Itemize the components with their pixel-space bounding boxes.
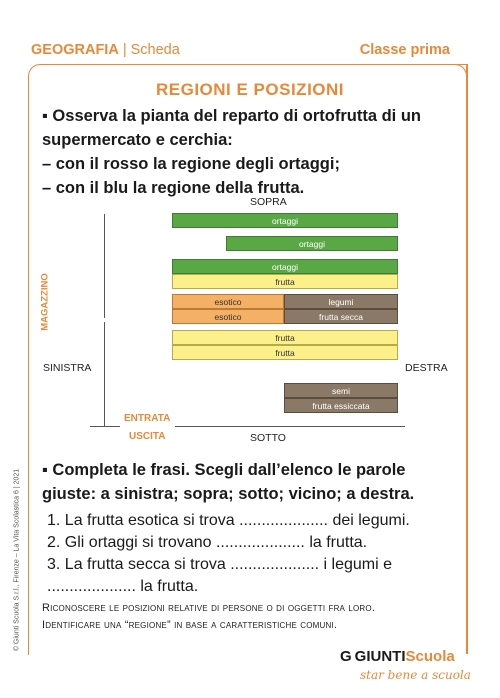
exercise-list: [47, 510, 457, 598]
instruction-line: supermercato e cerchia:: [42, 131, 233, 149]
question: [42, 458, 452, 506]
instruction-line: ▪ Osserva la pianta del reparto di ortofrutta di un: [42, 107, 422, 125]
map-right-label: DESTRA: [405, 362, 448, 374]
shelf-frutta-secca: frutta secca: [284, 309, 398, 324]
shelf-legumi: legumi: [284, 294, 398, 309]
instruction-line: – con il rosso la regione degli ortaggi;: [42, 155, 340, 173]
exercise-item: 1. La frutta esotica si trova .................... dei legumi.: [47, 512, 410, 529]
map-bottom-label: SOTTO: [250, 432, 286, 444]
shelf-esotico: esotico: [172, 309, 284, 324]
shelf-esotico: esotico: [172, 294, 284, 309]
exit-label: USCITA: [129, 431, 166, 442]
shelf-ortaggi: ortaggi: [226, 236, 398, 251]
copyright: © Giunti Scuola S.r.l., Firenze – La Vita Scolastica 6 | 2021: [13, 468, 21, 652]
shelf-ortaggi: ortaggi: [172, 213, 398, 228]
page-title: REGIONI E POSIZIONI: [155, 80, 345, 99]
header-subject: [31, 42, 180, 58]
shelf-frutta-essiccata: frutta essiccata: [284, 398, 398, 413]
exercise-item: 3. La frutta secca si trova .................... i legumi e: [47, 556, 393, 573]
shelf-frutta: frutta: [172, 330, 398, 345]
exercise-item: .................... la frutta.: [47, 578, 199, 595]
shelf-semi: semi: [284, 383, 398, 398]
header-separator: |: [122, 42, 127, 58]
wall-bottom-left: [90, 426, 120, 427]
grade-label: Classe prima: [359, 42, 450, 58]
learning-goals: [42, 600, 375, 634]
wall-bottom: [175, 426, 405, 427]
wall-lower: [104, 322, 105, 426]
subject-label: GEOGRAFIA: [31, 42, 119, 58]
publisher-logo: G GIUNTIScuola: [340, 648, 455, 665]
goal-line: Riconoscere le posizioni relative di persone o di oggetti fra loro.: [42, 602, 376, 614]
goal-line: Identificare una “regione” in base a caratteristiche comuni.: [42, 619, 338, 631]
map-left-label: SINISTRA: [43, 362, 92, 374]
shelf-frutta: frutta: [172, 345, 398, 360]
shelf-frutta: frutta: [172, 274, 398, 289]
exercise-item: 2. Gli ortaggi si trovano .................... la frutta.: [47, 534, 368, 551]
instructions: [42, 104, 452, 200]
storage-label: MAGAZZINO: [39, 273, 51, 331]
map-top-label: SOPRA: [250, 196, 287, 208]
page-frame-right: [466, 64, 468, 654]
question-line: ▪ Completa le frasi. Scegli dall’elenco le parole: [42, 461, 406, 479]
entrance-label: ENTRATA: [124, 413, 171, 424]
logo-g-icon: G: [340, 648, 352, 665]
question-line: giuste: a sinistra; sopra; sotto; vicino; a destra.: [42, 485, 415, 503]
shelf-ortaggi: ortaggi: [172, 259, 398, 274]
subtitle-label: Scheda: [130, 42, 180, 58]
wall-upper: [104, 214, 105, 318]
logo-tagline: star bene a scuola: [360, 668, 471, 682]
instruction-line: – con il blu la regione della frutta.: [42, 179, 305, 197]
